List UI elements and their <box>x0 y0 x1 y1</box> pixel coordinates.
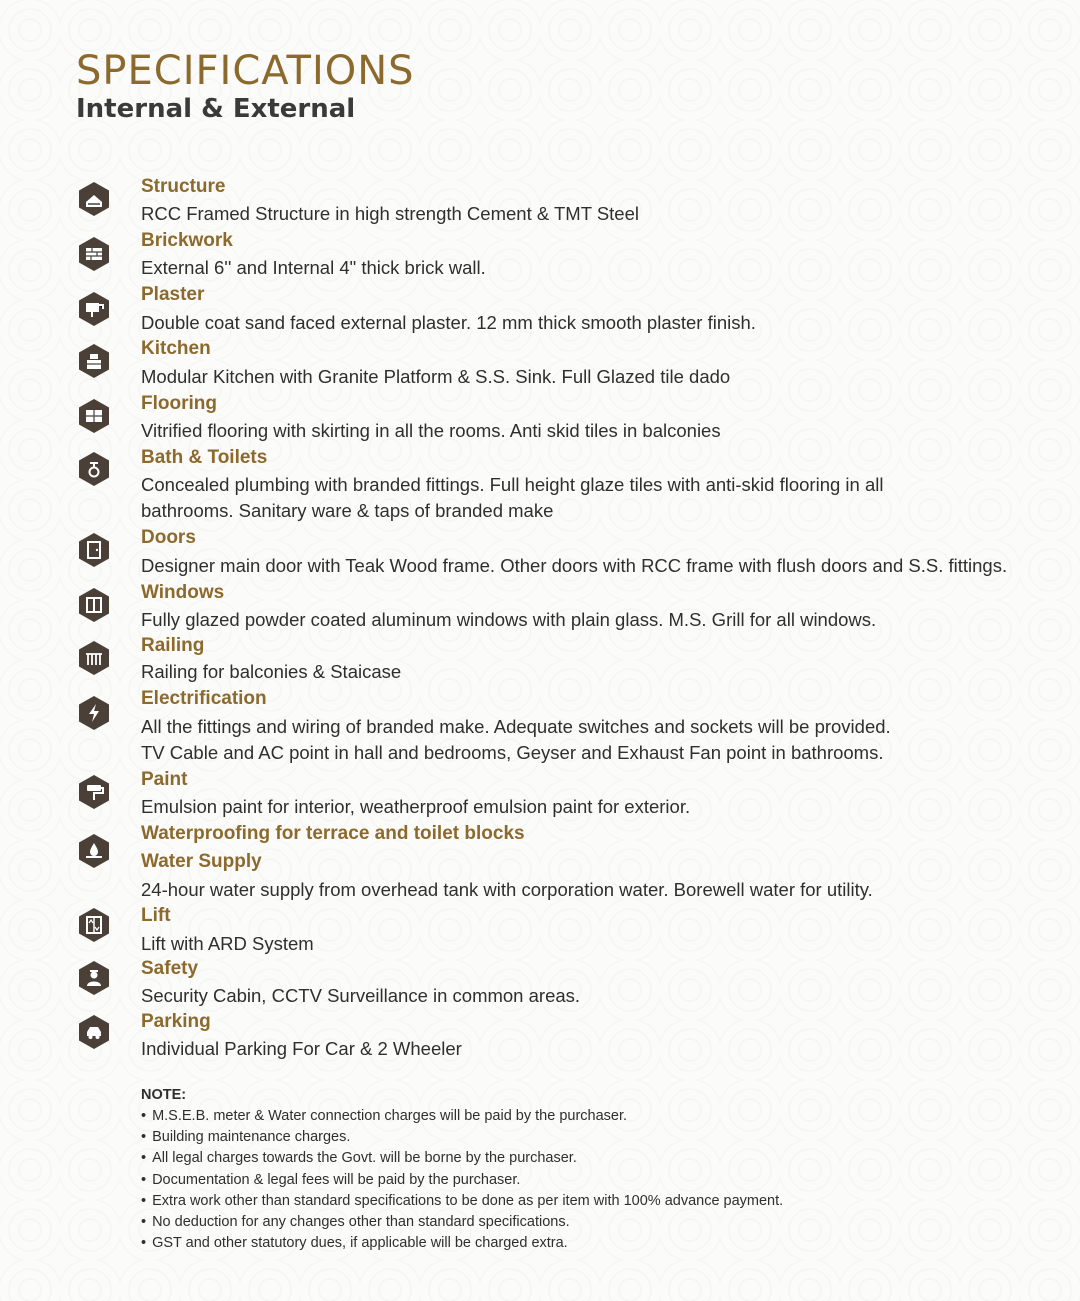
spec-title: Flooring <box>141 393 217 414</box>
spec-description-line: Modular Kitchen with Granite Platform & S.S. Sink. Full Glazed tile dado <box>141 366 731 387</box>
spec-description <box>141 714 1061 766</box>
spec-description <box>141 794 1061 820</box>
spec-title: Safety <box>141 958 199 979</box>
door-icon <box>76 532 112 568</box>
spec-description-line: Designer main door with Teak Wood frame. Other doors with RCC frame with flush doors and S.S. fittings. <box>141 555 1008 576</box>
lift-icon <box>76 907 112 943</box>
page-subtitle: Internal & External <box>76 94 356 124</box>
spec-title: Structure <box>141 176 226 197</box>
paint-roller-icon <box>76 774 112 810</box>
spec-description-line: Fully glazed powder coated aluminum windows with plain glass. M.S. Grill for all windows. <box>141 609 877 630</box>
spec-title: Doors <box>141 527 196 548</box>
spec-title: Brickwork <box>141 230 233 251</box>
spec-description-line: Emulsion paint for interior, weatherproof emulsion paint for exterior. <box>141 796 691 817</box>
car-icon <box>76 1014 112 1050</box>
spec-description-line: bathrooms. Sanitary ware & taps of branded make <box>141 500 554 521</box>
spec-description-line: Vitrified flooring with skirting in all the rooms. Anti skid tiles in balconies <box>141 420 721 441</box>
spec-description <box>141 364 1061 390</box>
spec-title: Railing <box>141 635 205 656</box>
note-item: • GST and other statutory dues, if applicable will be charged extra. <box>141 1233 1041 1254</box>
spec-title: Parking <box>141 1011 211 1032</box>
spec-title: Water Supply <box>141 851 262 872</box>
spec-title: Electrification <box>141 688 267 709</box>
note-item: • Extra work other than standard specifications to be done as per item with 100% advance payment. <box>141 1191 1041 1212</box>
spec-title: Paint <box>141 769 188 790</box>
spec-description <box>141 255 1061 281</box>
plaster-icon <box>76 291 112 327</box>
spec-description-line: RCC Framed Structure in high strength Cement & TMT Steel <box>141 203 639 224</box>
spec-description-line: Lift with ARD System <box>141 933 314 954</box>
spec-description-line: External 6'' and Internal 4" thick brick wall. <box>141 257 486 278</box>
waterproofing-icon <box>76 833 112 869</box>
spec-description <box>141 553 1061 579</box>
page-title: SPECIFICATIONS <box>76 48 415 94</box>
kitchen-icon <box>76 343 112 379</box>
spec-title: Lift <box>141 905 171 926</box>
spec-title: Bath & Toilets <box>141 447 268 468</box>
spec-title: Plaster <box>141 284 205 305</box>
spec-description <box>141 931 1061 957</box>
window-icon <box>76 587 112 623</box>
spec-title: Kitchen <box>141 338 211 359</box>
railing-icon <box>76 640 112 676</box>
spec-description <box>141 201 1061 227</box>
spec-description-line: All the fittings and wiring of branded make. Adequate switches and sockets will be provided. <box>141 716 891 737</box>
spec-description-line: Concealed plumbing with branded fittings. Full height glaze tiles with anti-skid flooring in all <box>141 474 884 495</box>
spec-description <box>141 310 1061 336</box>
note-list <box>141 1106 1041 1254</box>
spec-description <box>141 472 1061 524</box>
spec-description-line: Individual Parking For Car & 2 Wheeler <box>141 1038 462 1059</box>
spec-description-line: Railing for balconies & Staicase <box>141 661 402 682</box>
security-guard-icon <box>76 960 112 996</box>
spec-description-line: 24-hour water supply from overhead tank with corporation water. Borewell water for utility. <box>141 879 873 900</box>
note-item: • No deduction for any changes other than standard specifications. <box>141 1212 1041 1233</box>
spec-description-line: Double coat sand faced external plaster. 12 mm thick smooth plaster finish. <box>141 312 756 333</box>
structure-icon <box>76 181 112 217</box>
spec-description <box>141 1036 1061 1062</box>
spec-title: Windows <box>141 582 225 603</box>
note-title: NOTE: <box>141 1087 187 1103</box>
note-item: • Building maintenance charges. <box>141 1127 1041 1148</box>
spec-description <box>141 659 1061 685</box>
spec-description-line: TV Cable and AC point in hall and bedrooms, Geyser and Exhaust Fan point in bathrooms. <box>141 742 884 763</box>
spec-description <box>141 983 1061 1009</box>
spec-description-line: Security Cabin, CCTV Surveillance in common areas. <box>141 985 581 1006</box>
note-section <box>141 1087 1041 1254</box>
lightning-icon <box>76 695 112 731</box>
spec-description <box>141 418 1061 444</box>
tap-icon <box>76 451 112 487</box>
spec-description <box>141 877 1061 903</box>
spec-description <box>141 607 1061 633</box>
note-item: • Documentation & legal fees will be paid by the purchaser. <box>141 1170 1041 1191</box>
brickwork-icon <box>76 236 112 272</box>
flooring-icon <box>76 398 112 434</box>
spec-title: Waterproofing for terrace and toilet blocks <box>141 823 525 844</box>
note-item: • M.S.E.B. meter & Water connection charges will be paid by the purchaser. <box>141 1106 1041 1127</box>
note-item: • All legal charges towards the Govt. will be borne by the purchaser. <box>141 1148 1041 1169</box>
